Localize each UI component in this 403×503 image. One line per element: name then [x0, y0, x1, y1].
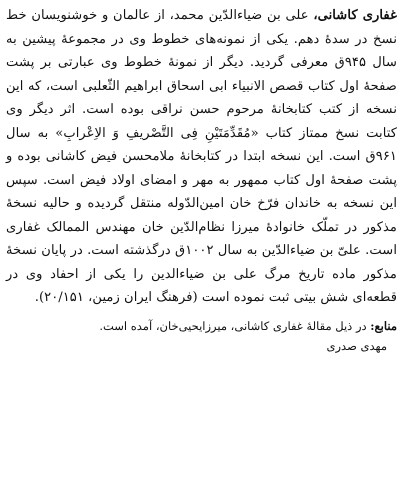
sources-text: در ذیل مقالهٔ غفاری کاشانی، میرزایحیی‌خان، آمده است. — [99, 318, 367, 333]
entry-title: غفاری کاشانی، — [313, 8, 397, 23]
entry-body: علی بن ضیاءالدّین محمد، از عالمان و خوشنویسان خط نسخ در سدهٔ دهم. یکی از نمونه‌های خطوط وی در مجموعهٔ پیشین به سال ۹۴۵ق معرفی گردید. دیگر از نمونهٔ خطوط وی عبارتی بر پشت صفحهٔ اول کتاب قصص الانبیاء ابی اسحاق ابراهیم الثّعلبی است، که این نسخه از کتب کتابخانهٔ مرحوم حسن نراقی بوده است. اثر دیگر وی کتابت نسخ ممتاز کتاب «مُقَدِّمَتَیْنِ فِی التَّصْریفِ وَ الاِعْرابِ» به سال ۹۶۱ق است. این نسخه ابتدا در کتابخانهٔ ملامحسن فیض کاشانی بوده و پشت صفحهٔ اول کتاب ممهور به مهر و امضای اولاد فیض است. سپس این نسخه به خاندان فرّخ خان امین‌الدّوله منتقل گردیده و حالیه نسخهٔ مذکور در تملّک خانوادهٔ میرزا نظام‌الدّین خان مهندس الممالک غفاری است. علیّ بن ضیاءالدّین به سال ۱۰۰۲ق درگذشته است. در پایان نسخهٔ مذکور ماده تاریخ مرگ علی بن ضیاءالدین را یکی از احفاد وی در قطعه‌ای شش بیتی ثبت نموده است (فرهنگ ایران زمین، ۲۰/۱۵۱). — [6, 8, 397, 305]
entry-paragraph — [6, 4, 397, 310]
sources-line — [6, 316, 397, 336]
author-signature: مهدی صدری — [326, 338, 387, 353]
sources-label: منابع: — [370, 318, 397, 333]
